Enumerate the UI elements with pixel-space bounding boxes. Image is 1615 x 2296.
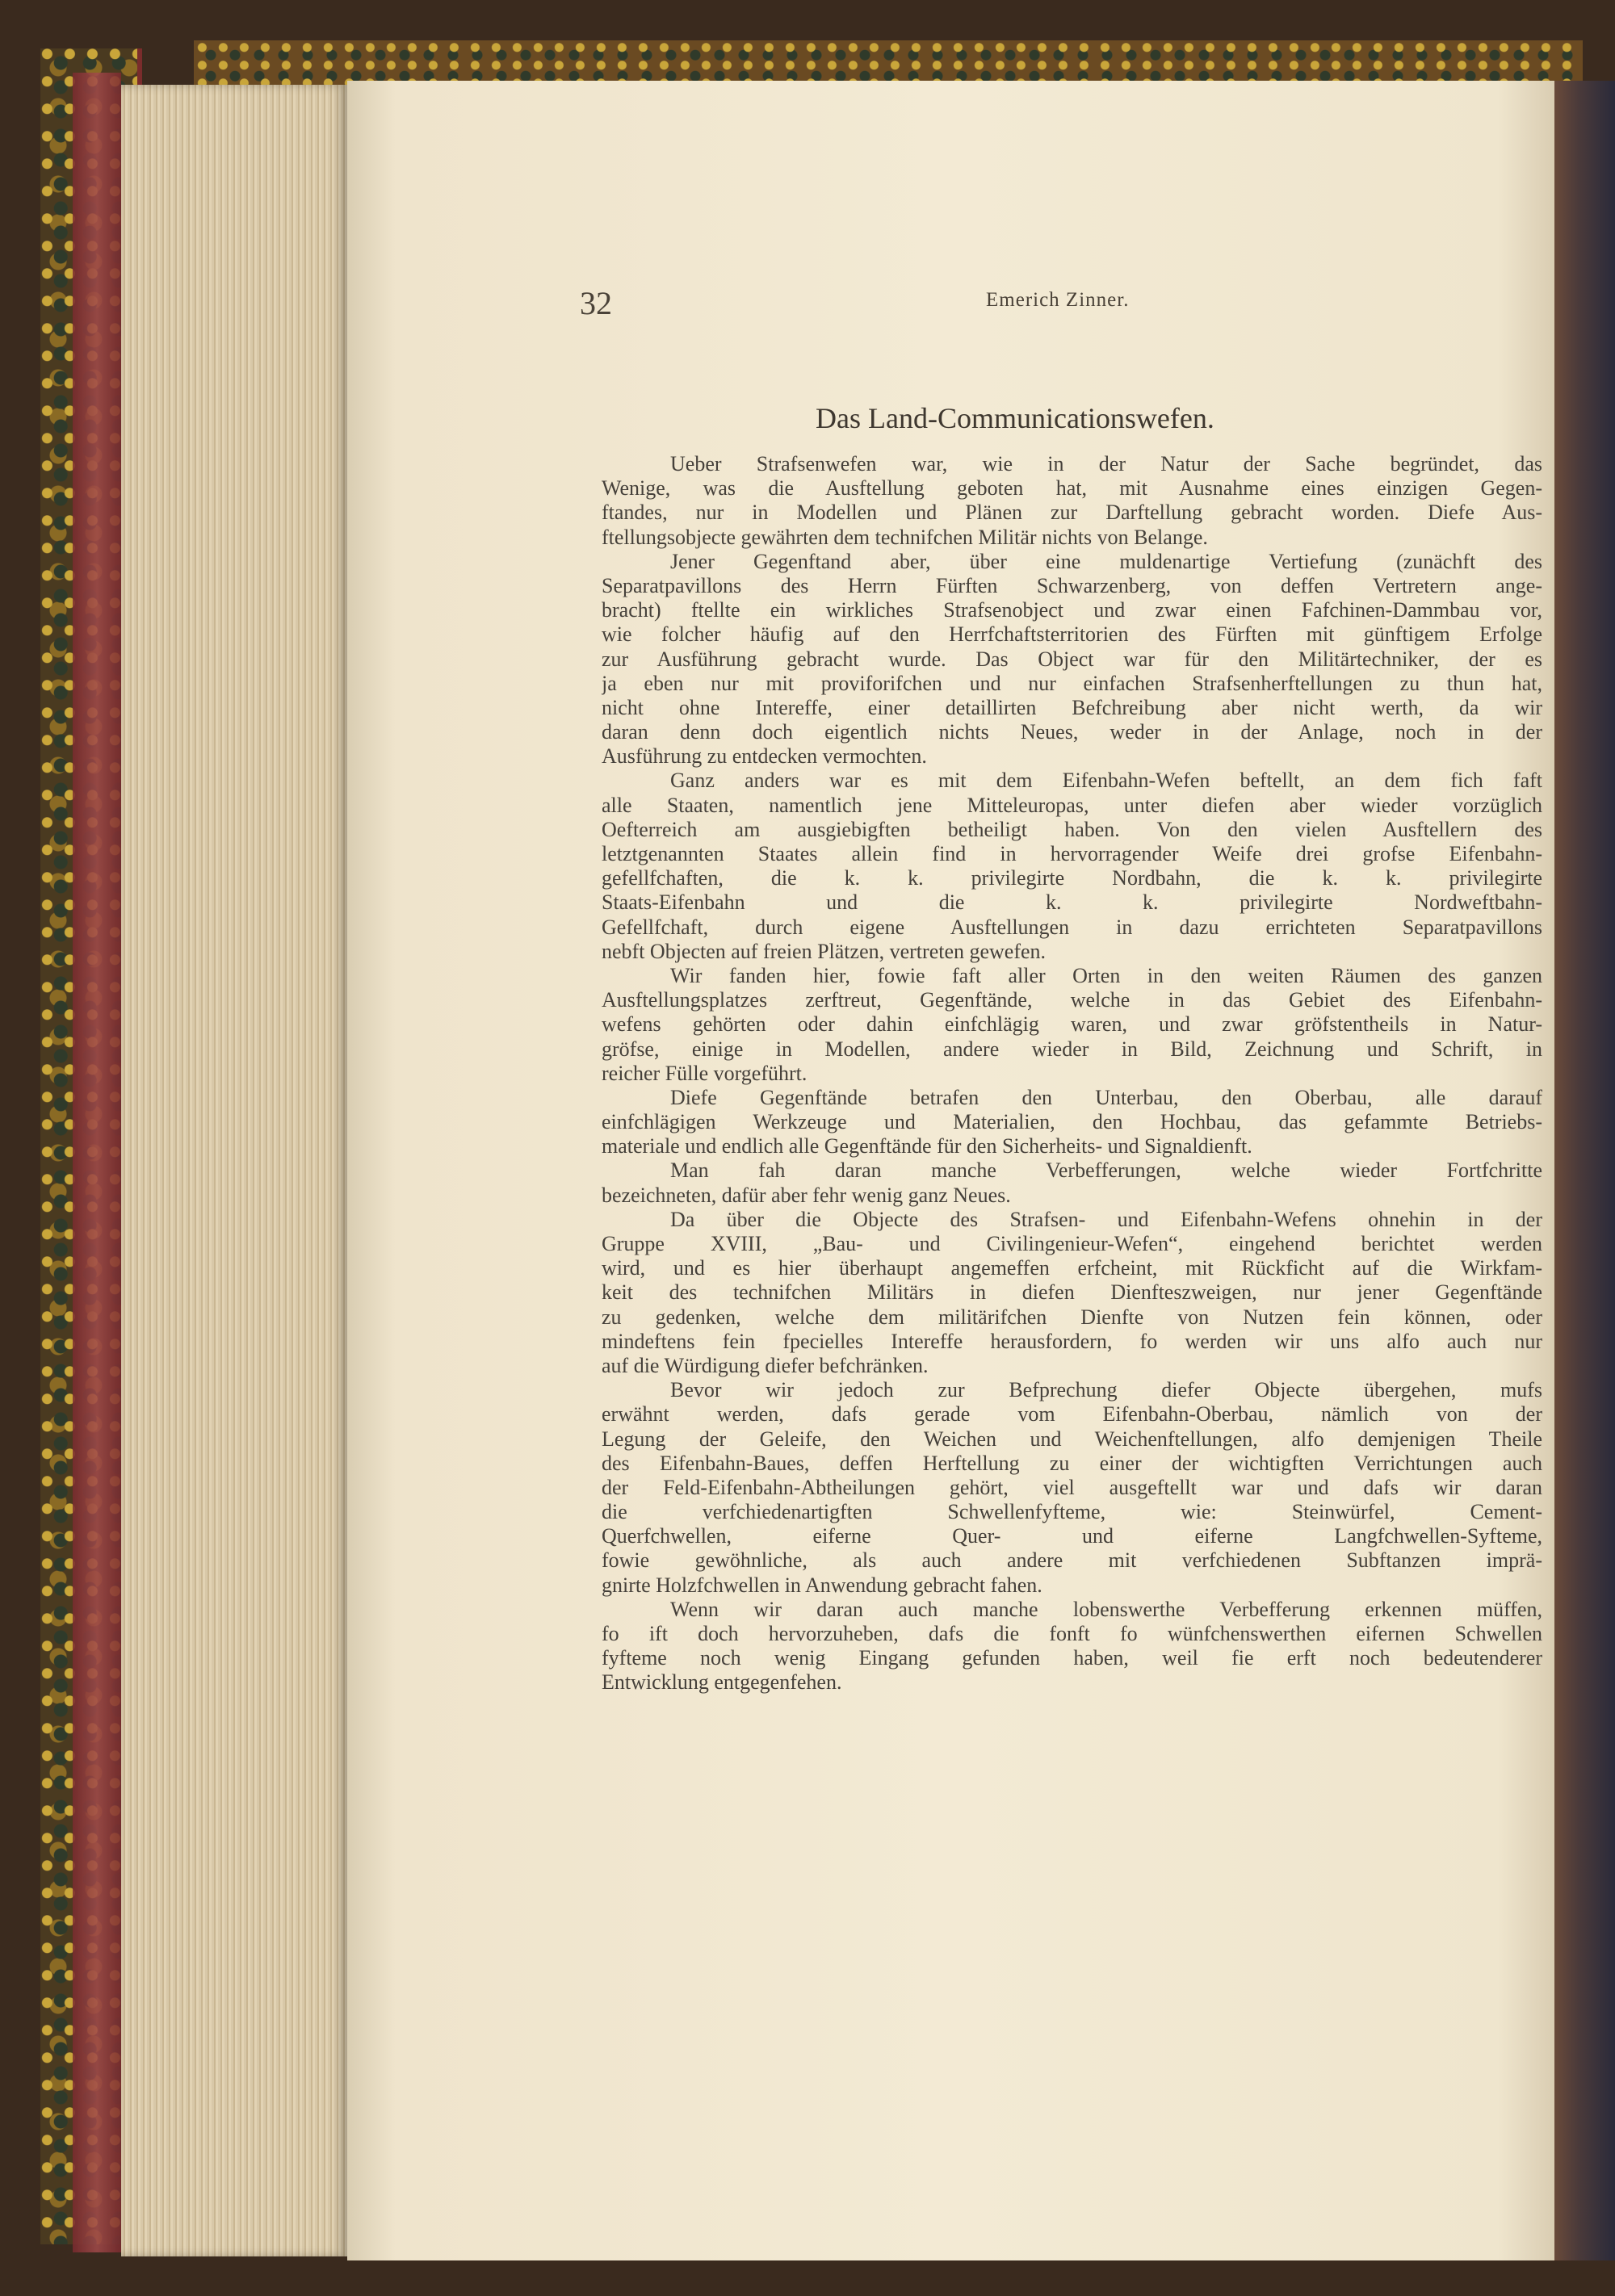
text-line: Gefellfchaft, durch eigene Ausftellungen in dazu errichteten Separatpavillons [602, 915, 1542, 939]
text-line: fyfteme noch wenig Eingang gefunden haben, weil fie erft noch bedeutenderer [602, 1646, 1542, 1670]
text-line: Oefterreich am ausgiebigften betheiligt haben. Von den vielen Ausftellern des [602, 817, 1542, 841]
text-line: Legung der Geleife, den Weichen und Weichenftellungen, alfo demjenigen Theile [602, 1427, 1542, 1451]
text-line: die verfchiedenartigften Schwellenfyfteme, wie: Steinwürfel, Cement- [602, 1500, 1542, 1524]
text-line: Entwicklung entgegenfehen. [602, 1670, 842, 1695]
text-line: Ueber Strafsenwefen war, wie in der Natur der Sache begründet, das [670, 452, 1542, 476]
text-line: auf die Würdigung diefer befchränken. [602, 1353, 929, 1377]
text-line: Bevor wir jedoch zur Befprechung diefer Objecte übergehen, mufs [670, 1378, 1542, 1402]
text-line: Da über die Objecte des Strafsen- und Eifenbahn-Wefens ohnehin in der [670, 1207, 1542, 1231]
text-line: Querfchwellen, eiferne Quer- und eiferne Langfchwellen-Syfteme, [602, 1524, 1542, 1548]
facing-page-edge [1554, 81, 1615, 2260]
text-line: alle Staaten, namentlich jene Mitteleuropas, unter diefen aber wieder vorzüglich [602, 793, 1542, 817]
page-stack-edges [121, 85, 347, 2256]
text-line: Gruppe XVIII, „Bau- und Civilingenieur-Wefen“, eingehend berichtet werden [602, 1232, 1542, 1255]
text-line: wird, und es hier überhaupt angemeffen erfcheint, mit Rückficht auf die Wirkfam- [602, 1256, 1542, 1280]
text-line: keit des technifchen Militärs in diefen Dienfteszweigen, nur jener Gegenftände [602, 1280, 1542, 1305]
text-line: Wenn wir daran auch manche lobenswerthe Verbefferung erkennen müffen, [670, 1597, 1542, 1621]
text-line: letztgenannten Staates allein find in hervorragender Weife drei grofse Eifenbahn- [602, 842, 1542, 865]
text-line: wefens gehörten oder dahin einfchlägig waren, und zwar gröfstentheils in Natur- [602, 1012, 1542, 1037]
text-line: gnirte Holzfchwellen in Anwendung gebracht fahen. [602, 1573, 1042, 1597]
text-line: Ausftellungsplatzes zerftreut, Gegenftände, welche in das Gebiet des Eifenbahn- [602, 988, 1542, 1012]
text-line: wie folcher häufig auf den Herrfchaftsterritorien des Fürften mit günftigem Erfolge [602, 622, 1542, 647]
body-text [602, 452, 1542, 1695]
text-line: ja eben nur mit proviforifchen und nur einfachen Strafsenherftellungen zu thun hat, [602, 671, 1542, 695]
text-line: nebft Objecten auf freien Plätzen, vertreten gewefen. [602, 939, 1047, 963]
text-line: gröfse, einige in Modellen, andere wieder in Bild, Zeichnung und Schrift, in [602, 1037, 1542, 1061]
running-head: Emerich Zinner. [986, 289, 1130, 311]
page-number: 32 [580, 285, 612, 321]
text-line: der Feld-Eifenbahn-Abtheilungen gehört, viel ausgeftellt war und dafs wir daran [602, 1475, 1542, 1499]
text-line: Jener Gegenftand aber, über eine muldenartige Vertiefung (zunächft des [670, 549, 1542, 573]
text-line: nicht ohne Intereffe, einer detaillirten Befchreibung aber nicht werth, da wir [602, 695, 1542, 719]
section-title: Das Land-Communicationswefen. [816, 402, 1214, 434]
text-line: Man fah daran manche Verbefferungen, welche wieder Fortfchritte [670, 1158, 1542, 1183]
text-line: daran denn doch eigentlich nichts Neues, weder in der Anlage, noch in der [602, 720, 1542, 744]
text-line: reicher Fülle vorgeführt. [602, 1061, 808, 1085]
book-spine [73, 73, 121, 2252]
text-line: einfchlägigen Werkzeuge und Materialien, den Hochbau, das gefammte Betriebs- [602, 1110, 1542, 1134]
text-line: materiale und endlich alle Gegenftände für den Sicherheits- und Signaldienft. [602, 1134, 1252, 1158]
text-line: Wir fanden hier, fowie faft aller Orten in den weiten Räumen des ganzen [670, 963, 1542, 987]
text-line: zu gedenken, welche dem militärifchen Dienfte von Nutzen fein können, oder [602, 1305, 1542, 1329]
text-line: Separatpavillons des Herrn Fürften Schwarzenberg, von deffen Vertretern ange- [602, 573, 1542, 597]
text-line: gefellfchaften, die k. k. privilegirte Nordbahn, die k. k. privilegirte [602, 866, 1542, 890]
text-line: Ganz anders war es mit dem Eifenbahn-Wefen beftellt, an dem fich faft [670, 769, 1542, 793]
text-line: Wenige, was die Ausftellung geboten hat, mit Ausnahme eines einzigen Gegen- [602, 476, 1542, 501]
text-line: fo ift doch hervorzuheben, dafs die fonft fo wünfchenswerthen eifernen Schwellen [602, 1622, 1542, 1645]
text-line: mindeftens fein fpecielles Intereffe herausfordern, fo werden wir uns alfo auch nur [602, 1329, 1542, 1353]
text-line: ftellungsobjecte gewährten dem technifchen Militär nichts von Belange. [602, 525, 1208, 549]
text-line: Diefe Gegenftände betrafen den Unterbau, den Oberbau, alle darauf [670, 1085, 1542, 1109]
text-line: bezeichneten, dafür aber fehr wenig ganz Neues. [602, 1183, 1011, 1207]
text-line: des Eifenbahn-Baues, deffen Herftellung zu einer der wichtigften Verrichtungen auch [602, 1451, 1542, 1475]
text-line: zur Ausführung gebracht wurde. Das Object war für den Militärtechniker, der es [602, 647, 1542, 671]
text-line: Ausführung zu entdecken vermochten. [602, 744, 927, 769]
text-line: Staats-Eifenbahn und die k. k. privilegirte Nordweftbahn- [602, 890, 1542, 915]
text-line: ftandes, nur in Modellen und Plänen zur Darftellung gebracht worden. Diefe Aus- [602, 501, 1542, 525]
text-line: bracht) ftellte ein wirkliches Strafsenobject und zwar einen Fafchinen-Dammbau vor, [602, 598, 1542, 622]
text-line: erwähnt werden, dafs gerade vom Eifenbahn-Oberbau, nämlich von der [602, 1402, 1542, 1427]
text-line: fowie gewöhnliche, als auch andere mit verfchiedenen Subftanzen imprä- [602, 1548, 1542, 1573]
